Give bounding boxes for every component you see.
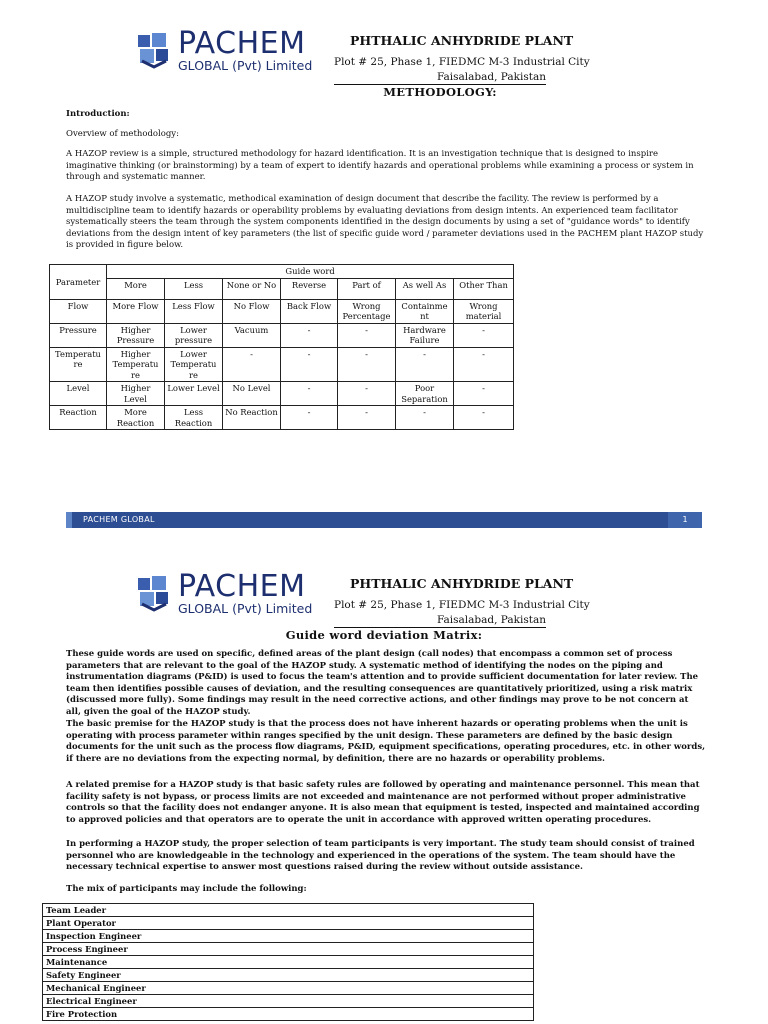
matrix-cell: Back Flow <box>281 299 338 323</box>
matrix-cell: Lower pressure <box>165 323 223 347</box>
table-row <box>43 943 534 956</box>
intro-heading: Introduction: <box>66 109 130 119</box>
matrix-header-row <box>50 265 514 279</box>
matrix-cell: - <box>454 323 514 347</box>
plant-city: Faisalabad, Pakistan <box>436 614 546 626</box>
logo-wordmark: PACHEM <box>178 26 306 61</box>
matrix-cell: Higher Level <box>107 382 165 406</box>
matrix-cell: - <box>454 382 514 406</box>
matrix-cell: No Level <box>223 382 281 406</box>
intro-paragraph: A HAZOP review is a simple, structured methodology for hazard identification. It is an investigation technique that is designed to inspire imaginative thinking (or brainstorming) by a team of expert to identify hazards and operational problems while examining a process or system in through and systematic manner. <box>66 149 694 183</box>
matrix-column-row <box>50 278 514 299</box>
plant-title: PHTHALIC ANHYDRIDE PLANT <box>350 576 574 591</box>
matrix-cell: Lower Temperatu re <box>165 347 223 382</box>
column-header: Less <box>165 278 223 299</box>
footer-label: PACHEM GLOBAL <box>83 515 155 524</box>
matrix-row <box>50 299 514 323</box>
matrix-cell: - <box>338 347 396 382</box>
matrix-row <box>50 382 514 406</box>
matrix-cell: Vacuum <box>223 323 281 347</box>
team-selection-paragraph: In performing a HAZOP study, the proper selection of team participants is very important. The study team should consist of trained personnel who are knowledgeable in the technology and experienced in the operations of the system. The team should have the necessary technical expertise to answer most questions raised during the review without outside assistance. <box>66 839 695 873</box>
page-footer-bar <box>66 512 702 528</box>
matrix-cell: No Reaction <box>223 406 281 430</box>
participant-cell: Fire Protection <box>43 1008 534 1021</box>
participant-cell: Team Leader <box>43 904 534 917</box>
matrix-cell: - <box>338 406 396 430</box>
matrix-cell: - <box>281 406 338 430</box>
matrix-cell: Higher Pressure <box>107 323 165 347</box>
matrix-cell: Wrong material <box>454 299 514 323</box>
matrix-cell: - <box>454 406 514 430</box>
matrix-cell: Wrong Percentage <box>338 299 396 323</box>
matrix-cell: - <box>281 347 338 382</box>
parameter-cell: Temperatu re <box>50 347 107 382</box>
matrix-cell: - <box>454 347 514 382</box>
matrix-cell: Less Flow <box>165 299 223 323</box>
guide-words-paragraph: These guide words are used on specific, defined areas of the plant design (call nodes) that encompass a common set of process parameters that are relevant to the goal of the HAZOP study. A systematic method of identifying the nodes on the piping and instrumentation diagrams (P&ID) is used to focus the team's attention and to provide sufficient documentation for later review. The team then identifies possible causes of deviation, and the resulting consequences are quantitatively prioritized, using a risk matrix (discussed more fully). Some findings may result in the need corrective actions, and other findings may prove to be not concern at all, given the goal of the HAZOP study. <box>66 649 699 717</box>
safety-premise-paragraph: A related premise for a HAZOP study is that basic safety rules are followed by operating and maintenance personnel. This mean that facility safety is not bypass, or process limits are not exceeded and maintenance are not performed without proper administrative controls so that the facility does not endanger anyone. It is also mean that equipment is tested, inspected and maintained according to approved policies and that operators are to operate the unit in accordance with approved written operating procedures. <box>66 780 700 825</box>
document-page-2 <box>0 557 768 1024</box>
logo-subtitle: GLOBAL (Pvt) Limited <box>178 601 313 616</box>
guide-word-header: Guide word <box>107 265 514 279</box>
plant-title: PHTHALIC ANHYDRIDE PLANT <box>350 33 574 48</box>
table-row <box>43 904 534 917</box>
table-row <box>43 917 534 930</box>
matrix-cell: Hardware Failure <box>396 323 454 347</box>
matrix-cell: - <box>396 406 454 430</box>
matrix-cell: - <box>281 323 338 347</box>
matrix-row <box>50 323 514 347</box>
participant-cell: Plant Operator <box>43 917 534 930</box>
parameter-header: Parameter <box>50 265 107 300</box>
participant-cell: Inspection Engineer <box>43 930 534 943</box>
plant-address: Plot # 25, Phase 1, FIEDMC M-3 Industrial City <box>334 599 590 611</box>
pachem-logo-mark-icon <box>136 31 174 71</box>
document-page-1 <box>0 0 768 505</box>
premise-paragraph: The basic premise for the HAZOP study is that the process does not have inherent hazards or operating problems when the unit is operating with process parameter within ranges specified by the unit design. These parameters are defined by the basic design documents for the unit such as the process flow diagrams, P&ID, equipment specifications, operating procedures, etc. in other words, if there are no deviations from the expecting normal, by definition, there are no hazards or operability problems. <box>66 719 706 764</box>
matrix-cell: More Flow <box>107 299 165 323</box>
column-header: None or No <box>223 278 281 299</box>
table-row <box>43 995 534 1008</box>
page-heading: Guide word deviation Matrix: <box>285 628 483 642</box>
page-heading: METHODOLOGY: <box>383 85 497 99</box>
table-row <box>43 930 534 943</box>
parameter-cell: Reaction <box>50 406 107 430</box>
table-row <box>43 982 534 995</box>
participant-cell: Maintenance <box>43 956 534 969</box>
matrix-cell: Less Reaction <box>165 406 223 430</box>
participants-table <box>42 903 534 1021</box>
table-row <box>43 969 534 982</box>
matrix-cell: - <box>338 323 396 347</box>
table-row <box>43 956 534 969</box>
methodology-paragraph: A HAZOP study involve a systematic, methodical examination of design document that describe the facility. The review is performed by a multidiscipline team to identify hazards or operability problems by evaluating deviations from design intents. An experienced team facilitator systematically steers the team through the system components identified in the design documents by using a set of "guidance words" to identify deviations from the design intent of key parameters (the list of specific guide word / parameter deviations used in the PACHEM plant HAZOP study is provided in figure below. <box>66 194 704 251</box>
matrix-cell: - <box>396 347 454 382</box>
participants-heading: The mix of participants may include the following: <box>66 884 307 894</box>
matrix-cell: No Flow <box>223 299 281 323</box>
footer-accent <box>66 512 72 528</box>
column-header: Other Than <box>454 278 514 299</box>
company-logo <box>136 569 326 618</box>
parameter-cell: Pressure <box>50 323 107 347</box>
guide-word-matrix-table <box>49 264 514 430</box>
participant-cell: Safety Engineer <box>43 969 534 982</box>
participant-cell: Mechanical Engineer <box>43 982 534 995</box>
column-header: More <box>107 278 165 299</box>
column-header: As well As <box>396 278 454 299</box>
matrix-cell: Containme nt <box>396 299 454 323</box>
matrix-cell: - <box>223 347 281 382</box>
table-row <box>43 1008 534 1021</box>
matrix-row <box>50 406 514 430</box>
participant-cell: Electrical Engineer <box>43 995 534 1008</box>
matrix-cell: Lower Level <box>165 382 223 406</box>
matrix-cell: - <box>281 382 338 406</box>
matrix-cell: More Reaction <box>107 406 165 430</box>
page-number: 1 <box>668 512 702 528</box>
matrix-cell: - <box>338 382 396 406</box>
plant-city: Faisalabad, Pakistan <box>436 71 546 83</box>
parameter-cell: Flow <box>50 299 107 323</box>
matrix-cell: Poor Separation <box>396 382 454 406</box>
pachem-logo-mark-icon <box>136 574 174 614</box>
matrix-row <box>50 347 514 382</box>
overview-heading: Overview of methodology: <box>66 129 179 139</box>
column-header: Part of <box>338 278 396 299</box>
column-header: Reverse <box>281 278 338 299</box>
company-logo <box>136 26 326 75</box>
participant-cell: Process Engineer <box>43 943 534 956</box>
matrix-cell: Higher Temperatu re <box>107 347 165 382</box>
logo-wordmark: PACHEM <box>178 569 306 604</box>
logo-subtitle: GLOBAL (Pvt) Limited <box>178 58 313 73</box>
plant-address: Plot # 25, Phase 1, FIEDMC M-3 Industrial City <box>334 56 590 68</box>
parameter-cell: Level <box>50 382 107 406</box>
